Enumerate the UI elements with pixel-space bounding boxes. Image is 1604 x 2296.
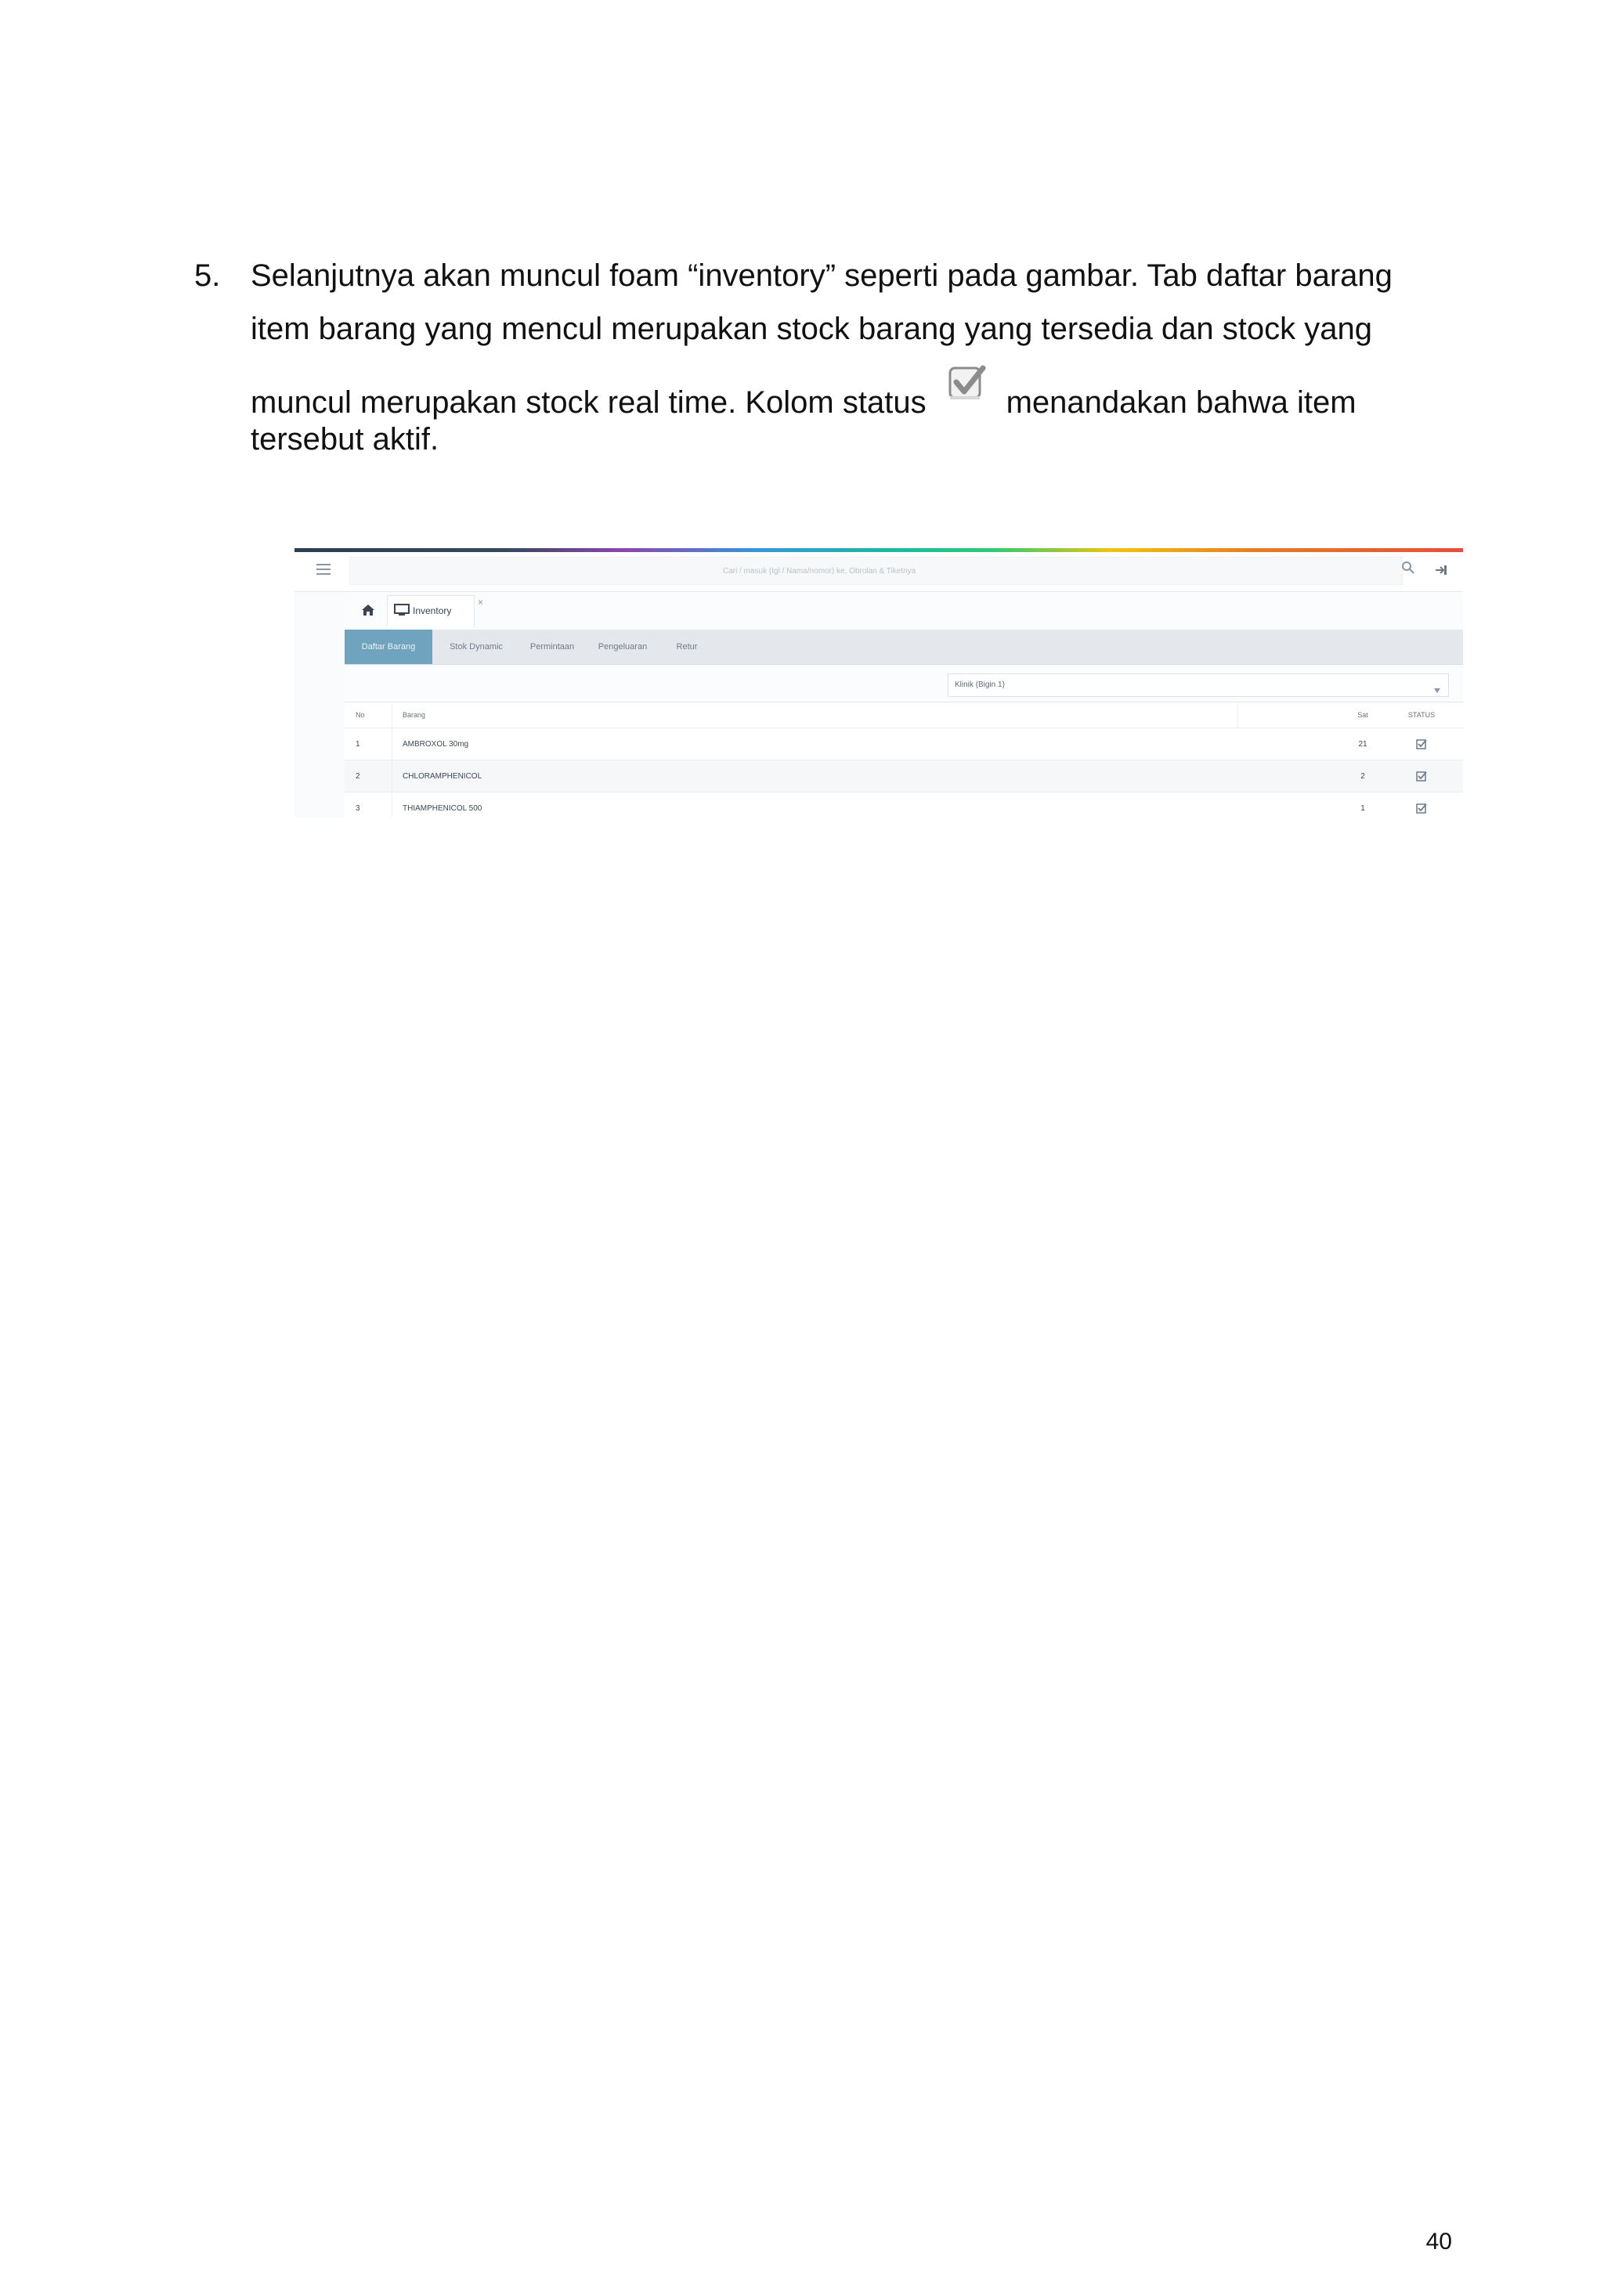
status-checkbox-icon[interactable] [1394,792,1449,818]
chevron-down-icon [1434,683,1440,688]
paragraph-line-3 [251,384,1457,421]
row-sat: 1 [1360,803,1365,813]
paragraph-line-2: item barang yang mencul merupakan stock barang yang tersedia dan stock yang [251,312,1372,346]
top-navbar [294,552,1463,592]
inventory-subtabs [345,630,1463,665]
status-checkbox-icon[interactable] [1394,728,1449,760]
home-icon[interactable] [360,603,376,617]
tab-daftar-barang[interactable]: Daftar Barang [345,630,432,664]
location-select[interactable] [948,673,1449,697]
paragraph-line-3-after: menandakan bahwa item [1006,385,1357,420]
page-number: 40 [1425,2229,1452,2254]
location-select-value: Klinik (Bigin 1) [955,680,1005,689]
inventory-screenshot [294,548,1463,818]
tab-inventory-label: Inventory [413,605,452,616]
column-header-no[interactable]: No [356,711,365,719]
list-item-number: 5. [194,258,221,293]
paragraph-line-1 [251,249,1457,302]
paragraph-line-3-before: muncul merupakan stock real time. Kolom status [251,385,927,420]
table-header-row [345,702,1463,728]
main-content [345,592,1463,818]
sidebar-collapsed [294,592,345,818]
list-item-body [251,249,1457,457]
row-no: 3 [356,803,360,813]
checkbox-checked-icon [947,362,988,404]
paragraph-line-1-text: Selanjutnya akan muncul foam “inventory” seperti pada gambar. Tab daftar barang [251,258,1393,293]
column-header-status[interactable]: STATUS [1407,711,1436,719]
status-checkbox-icon[interactable] [1394,760,1449,792]
monitor-icon [394,604,410,616]
paragraph-line-4: tersebut aktif. [251,422,439,457]
row-barang: THIAMPHENICOL 500 [403,803,482,813]
column-header-sat[interactable]: Sat [1357,711,1368,719]
search-placeholder: Cari / masuk (tgl / Nama/nomor) ke, Obrolan & Tiketnya [723,567,916,576]
row-barang: AMBROXOL 30mg [403,739,469,749]
tab-stok-dynamic[interactable]: Stok Dynamic [450,642,503,652]
column-header-barang[interactable]: Barang [403,711,426,719]
tab-pengeluaran[interactable]: Pengeluaran [598,642,648,652]
tab-permintaan[interactable]: Permintaan [529,642,575,652]
global-search-input[interactable] [349,557,1403,585]
table-row[interactable] [345,760,1463,792]
breadcrumb [345,592,1463,630]
tab-retur[interactable]: Retur [676,642,698,652]
close-icon[interactable]: × [478,597,484,608]
row-no: 2 [356,771,360,781]
table-row[interactable] [345,728,1463,760]
hamburger-icon[interactable] [316,564,331,575]
row-barang: CHLORAMPHENICOL [403,771,482,781]
search-icon[interactable] [1401,561,1415,575]
inventory-table [345,702,1463,818]
table-row[interactable] [345,792,1463,818]
row-sat: 21 [1358,739,1367,749]
row-sat: 2 [1360,771,1365,781]
row-no: 1 [356,739,360,749]
sign-out-icon[interactable] [1434,563,1448,577]
tab-inventory[interactable] [387,595,475,626]
